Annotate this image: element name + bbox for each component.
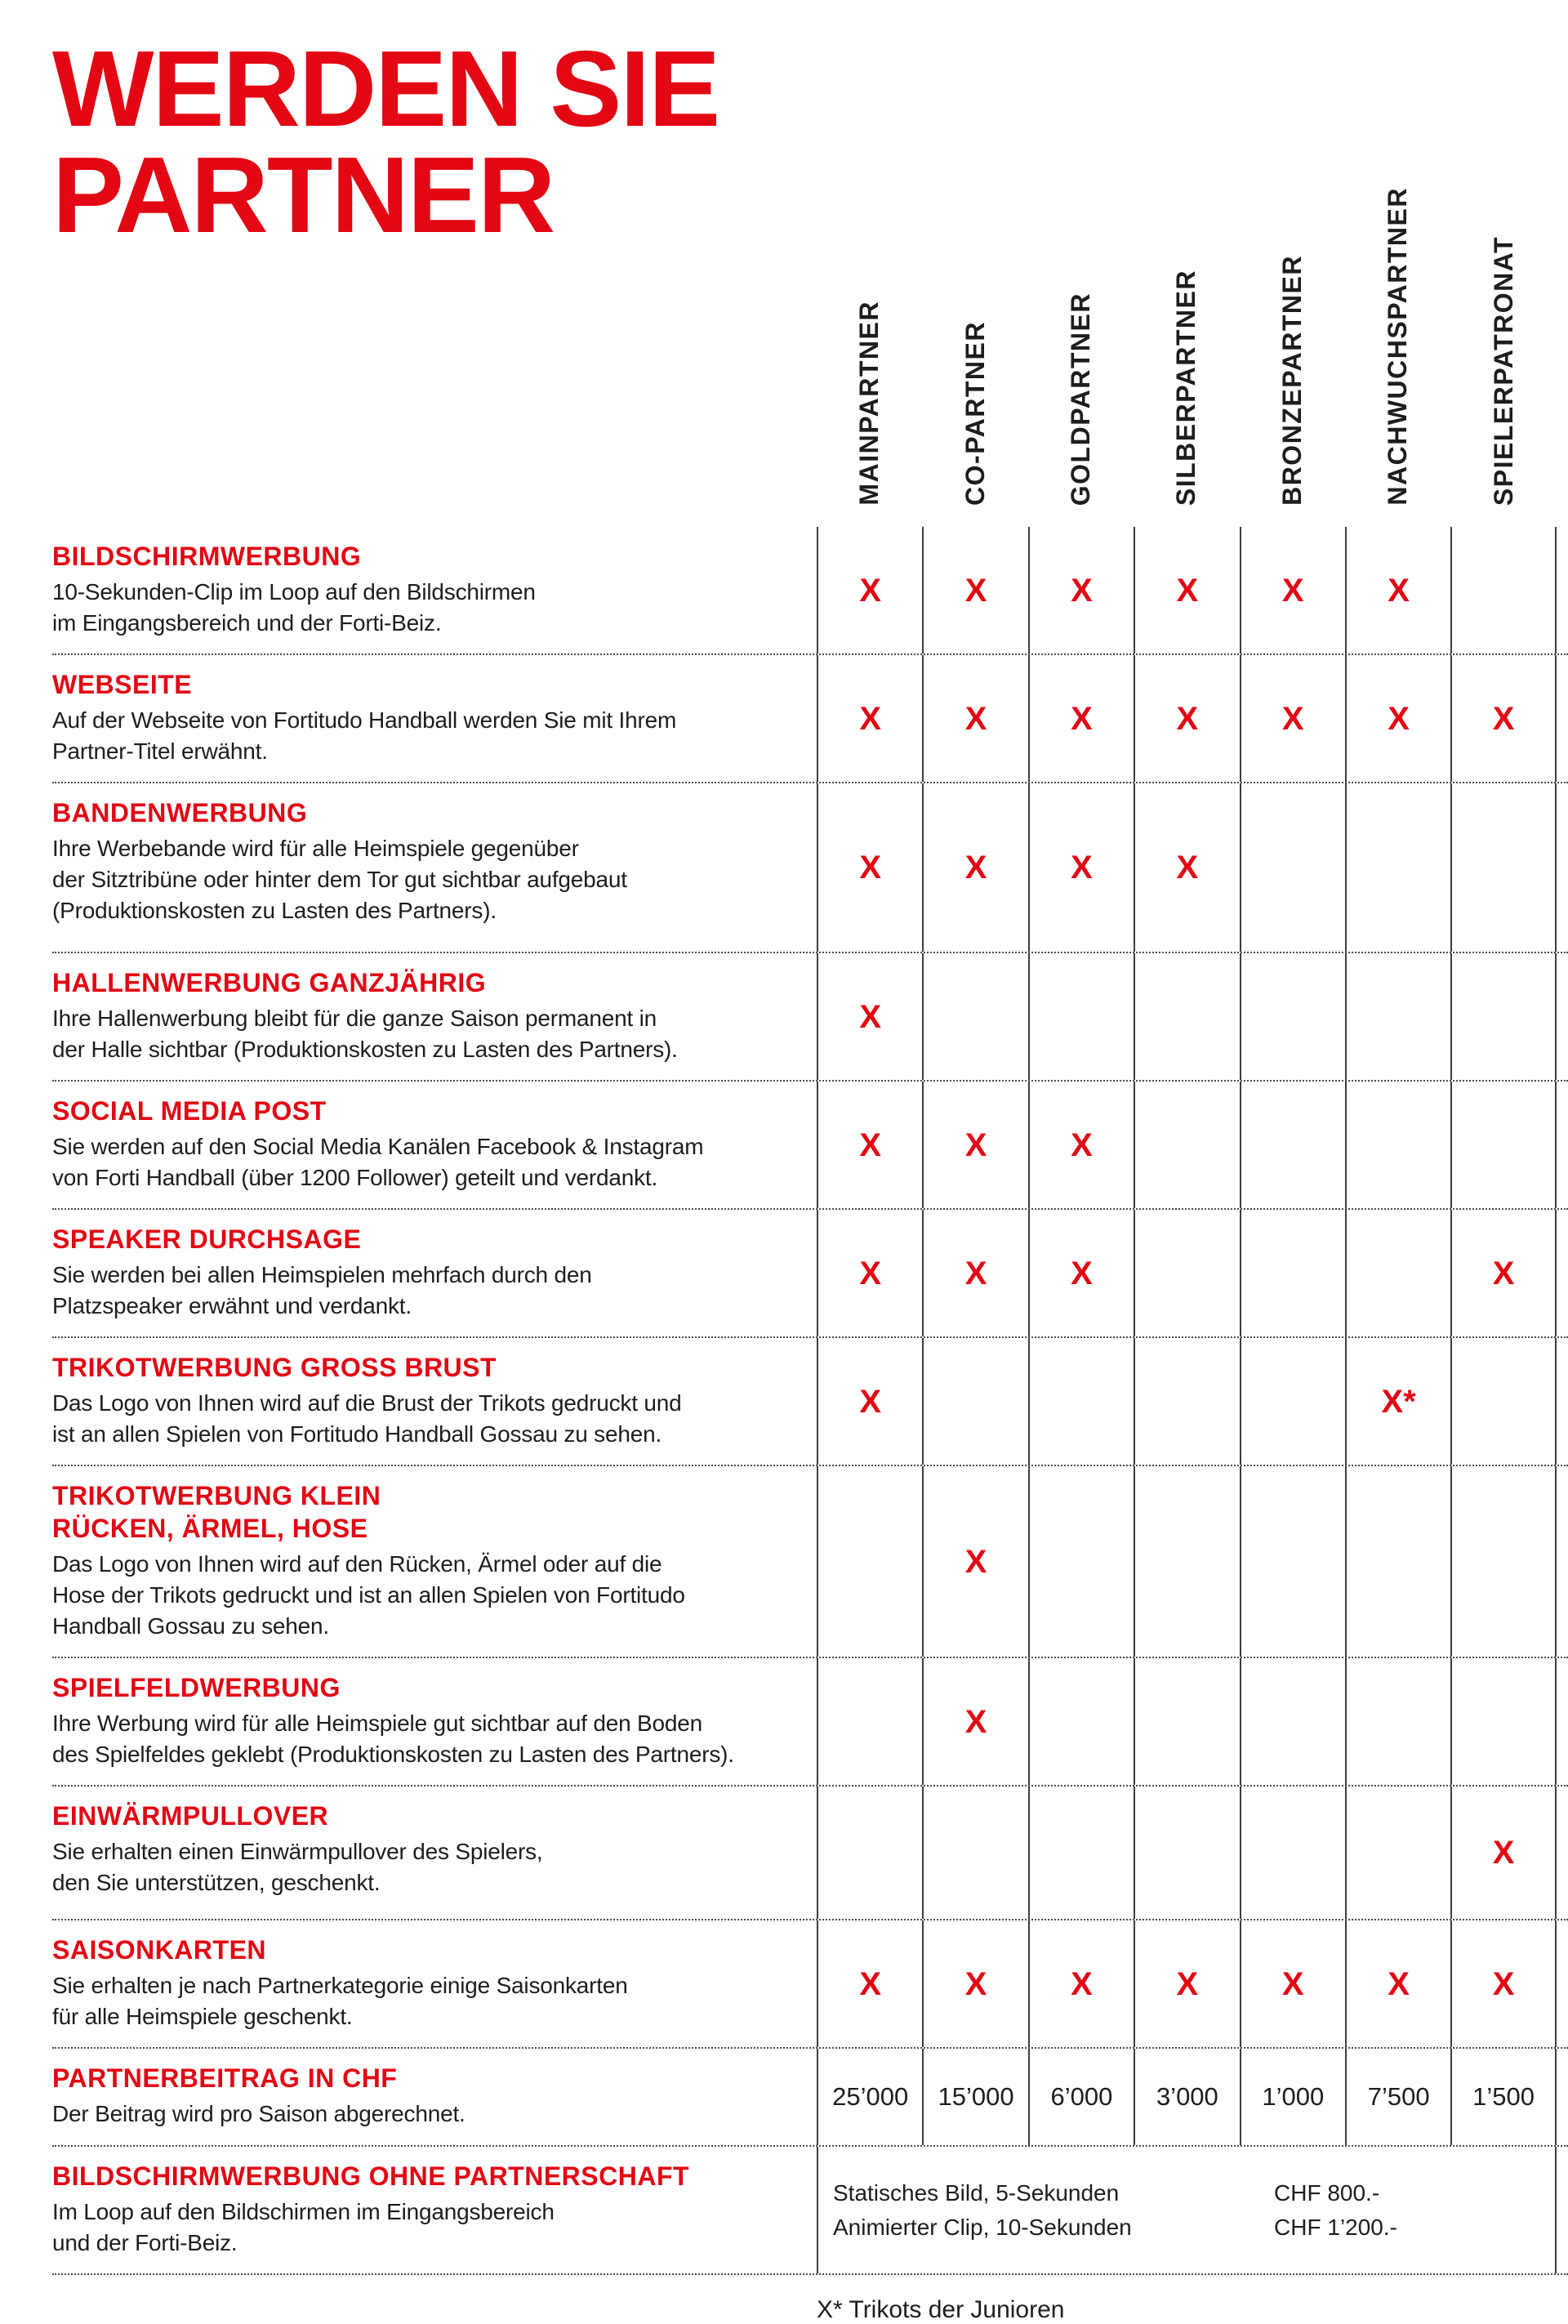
page-title-line1: WERDEN SIE — [52, 29, 719, 149]
row-bildschirmwerbung-ohne-partnerschaft — [52, 2147, 1568, 2275]
column-header-silberpartner — [1134, 0, 1239, 527]
mark-cell — [1028, 1210, 1134, 1336]
row-description-line: 10-Sekunden-Clip im Loop auf den Bildschirmen — [52, 579, 536, 604]
x-mark: X — [1176, 572, 1199, 609]
footnote: X* Trikots der Junioren — [817, 2296, 1065, 2323]
mark-cell — [817, 1210, 922, 1336]
x-mark: X — [859, 998, 882, 1035]
row-heading: BILDSCHIRMWERBUNG — [52, 542, 362, 571]
mark-cell — [817, 1338, 922, 1465]
row-einw-rmpullover — [52, 1786, 1568, 1920]
row-heading: SOCIAL MEDIA POST — [52, 1096, 327, 1126]
x-mark: X — [964, 1543, 987, 1580]
row-label — [52, 527, 817, 653]
mark-cell — [1240, 1786, 1345, 1919]
page-title-line2: PARTNER — [52, 135, 555, 255]
mark-cell — [1345, 1786, 1450, 1919]
option-price: CHF 800.- — [1274, 2179, 1380, 2206]
row-description — [52, 2099, 800, 2130]
row-description — [52, 1708, 800, 1770]
page-title — [52, 0, 817, 527]
price-cell — [1345, 2049, 1450, 2145]
row-heading: WEBSEITE — [52, 670, 193, 699]
mark-cell — [1345, 1210, 1450, 1336]
mark-cell — [1028, 1786, 1134, 1919]
x-mark: X — [964, 572, 987, 609]
row-description-line: (Produktionskosten zu Lasten des Partners). — [52, 898, 497, 923]
mark-cell — [922, 1786, 1027, 1919]
column-header-mainpartner — [817, 0, 922, 527]
price-cell — [1450, 2049, 1556, 2145]
row-description — [52, 577, 800, 639]
row-heading: TRIKOTWERBUNG KLEIN — [52, 1481, 381, 1510]
column-header-label: GOLDPARTNER — [1065, 292, 1095, 506]
price-value: 3’000 — [1156, 2082, 1218, 2111]
row-heading: EINWÄRMPULLOVER — [52, 1801, 329, 1831]
mark-cell — [922, 1082, 1027, 1208]
row-label — [52, 1786, 817, 1919]
x-mark: X — [1071, 700, 1093, 737]
x-mark: X — [859, 572, 882, 609]
mark-cell — [1240, 953, 1345, 1080]
row-description-line: Ihre Werbung wird für alle Heimspiele gut sichtbar auf den Boden — [52, 1711, 703, 1736]
mark-cell — [1134, 1210, 1239, 1336]
mark-cell — [1345, 1658, 1450, 1785]
mark-cell — [1450, 655, 1556, 782]
mark-cell — [817, 1658, 922, 1785]
row-saisonkarten — [52, 1920, 1568, 2049]
mark-cell — [1345, 1338, 1450, 1465]
mark-cell — [1450, 953, 1556, 1080]
row-description-line: Ihre Hallenwerbung bleibt für die ganze Saison permanent in — [52, 1006, 657, 1031]
mark-cell — [1345, 655, 1450, 782]
mark-cell — [922, 655, 1027, 782]
row-description-line: ist an allen Spielen von Fortitudo Handball Gossau zu sehen. — [52, 1421, 662, 1447]
row-hallenwerbung-ganzj-hrig — [52, 953, 1568, 1082]
row-heading: BILDSCHIRMWERBUNG OHNE PARTNERSCHAFT — [52, 2161, 690, 2191]
row-webseite — [52, 655, 1568, 783]
column-header-label: BRONZEPARTNER — [1276, 255, 1307, 506]
x-mark: X — [964, 1126, 987, 1163]
price-value: 1’000 — [1262, 2082, 1325, 2111]
row-description — [52, 1836, 800, 1898]
price-value: 1’500 — [1472, 2082, 1535, 2111]
mark-cell — [1240, 1210, 1345, 1336]
mark-cell — [1450, 1210, 1556, 1336]
x-mark: X — [1388, 572, 1410, 609]
mark-cell — [922, 1210, 1027, 1336]
row-description — [52, 833, 800, 926]
x-mark: X — [1176, 1965, 1199, 2002]
price-cell — [1240, 2049, 1345, 2145]
x-mark: X — [964, 1255, 987, 1291]
mark-cell — [1345, 1082, 1450, 1208]
row-description-line: der Halle sichtbar (Produktionskosten zu Lasten des Partners). — [52, 1037, 678, 1062]
row-description — [52, 1131, 800, 1193]
x-mark: X — [859, 700, 882, 737]
mark-cell — [1450, 527, 1556, 653]
mark-cell — [1028, 1658, 1134, 1785]
x-mark: X — [964, 700, 987, 737]
mark-cell — [1240, 655, 1345, 782]
row-description-line: Das Logo von Ihnen wird auf den Rücken, Ärmel oder auf die — [52, 1551, 662, 1577]
mark-cell — [1450, 1658, 1556, 1785]
mark-cell — [1134, 1338, 1239, 1465]
row-heading: PARTNERBEITRAG IN CHF — [52, 2063, 398, 2093]
mark-cell — [1345, 783, 1450, 952]
partner-table — [52, 527, 1568, 2275]
x-mark: X — [1071, 1965, 1093, 2002]
mark-cell — [922, 783, 1027, 952]
row-description-line: Sie erhalten einen Einwärmpullover des Spielers, — [52, 1839, 543, 1864]
row-description — [52, 705, 800, 767]
mark-cell — [1450, 783, 1556, 952]
x-mark: X — [1281, 700, 1304, 737]
x-mark: X — [1281, 1965, 1304, 2002]
x-mark: X — [1492, 1255, 1515, 1291]
row-description — [52, 1970, 800, 2032]
row-label — [52, 1466, 817, 1657]
x-mark: X — [1071, 1255, 1093, 1291]
column-header-label: SILBERPARTNER — [1171, 269, 1201, 506]
row-description-line: Der Beitrag wird pro Saison abgerechnet. — [52, 2101, 466, 2126]
price-value: 6’000 — [1050, 2082, 1113, 2111]
row-bandenwerbung — [52, 783, 1568, 953]
mark-cell — [817, 1082, 922, 1208]
row-description-line: Auf der Webseite von Fortitudo Handball werden Sie mit Ihrem — [52, 707, 677, 733]
mark-cell — [1134, 655, 1239, 782]
price-value: 25’000 — [832, 2082, 909, 2111]
x-mark: X — [1492, 1835, 1515, 1871]
row-speaker-durchsage — [52, 1210, 1568, 1338]
x-mark: X — [964, 850, 987, 885]
row-description-line: des Spielfeldes geklebt (Produktionskosten zu Lasten des Partners). — [52, 1742, 734, 1767]
row-description-line: für alle Heimspiele geschenkt. — [52, 2004, 353, 2029]
row-description — [52, 1003, 800, 1065]
mark-cell — [1028, 1082, 1134, 1208]
option-line: Statisches Bild, 5-Sekunden — [833, 2179, 1120, 2206]
mark-cell — [1240, 527, 1345, 653]
mark-cell — [1028, 1466, 1134, 1657]
mark-cell — [1028, 953, 1134, 1080]
row-heading: SAISONKARTEN — [52, 1935, 267, 1965]
row-description-line: der Sitztribüne oder hinter dem Tor gut sichtbar aufgebaut — [52, 867, 627, 892]
column-header-co-partner — [922, 0, 1027, 527]
mark-cell — [817, 783, 922, 952]
row-heading: TRIKOTWERBUNG GROSS BRUST — [52, 1353, 497, 1382]
x-mark: X — [1071, 850, 1093, 885]
mark-cell — [922, 1466, 1027, 1657]
row-label — [52, 1658, 817, 1785]
column-header-bronzepartner — [1240, 0, 1345, 527]
price-cell — [922, 2049, 1027, 2145]
mark-cell — [1134, 1466, 1239, 1657]
x-mark: X* — [1381, 1383, 1416, 1420]
mark-cell — [1028, 527, 1134, 653]
row-label — [52, 783, 817, 952]
x-mark: X — [964, 1703, 987, 1740]
mark-cell — [817, 1466, 922, 1657]
x-mark: X — [859, 1255, 882, 1291]
mark-cell — [1028, 1338, 1134, 1465]
screen-ad-pricing-cell — [817, 2147, 1557, 2273]
x-mark: X — [1388, 700, 1410, 737]
mark-cell — [1345, 527, 1450, 653]
mark-cell — [1240, 783, 1345, 952]
row-bildschirmwerbung — [52, 527, 1568, 655]
x-mark: X — [1176, 700, 1199, 737]
row-description-line: Im Loop auf den Bildschirmen im Eingangsbereich — [52, 2199, 555, 2224]
column-header-label: CO-PARTNER — [960, 321, 990, 506]
mark-cell — [1134, 1658, 1239, 1785]
mark-cell — [817, 655, 922, 782]
row-label — [52, 1210, 817, 1336]
x-mark: X — [859, 850, 882, 885]
row-label — [52, 2049, 817, 2145]
row-description-line: Das Logo von Ihnen wird auf die Brust der Trikots gedruckt und — [52, 1390, 682, 1416]
row-description-line: Sie erhalten je nach Partnerkategorie einige Saisonkarten — [52, 1973, 628, 1998]
column-header-spielerpatronat — [1450, 0, 1556, 527]
x-mark: X — [859, 1965, 882, 2002]
row-heading: HALLENWERBUNG GANZJÄHRIG — [52, 968, 487, 997]
row-label — [52, 1082, 817, 1208]
price-cell — [1028, 2049, 1134, 2145]
row-spielfeldwerbung — [52, 1658, 1568, 1786]
row-heading: SPEAKER DURCHSAGE — [52, 1224, 362, 1254]
mark-cell — [1345, 1920, 1450, 2047]
row-label — [52, 1920, 817, 2047]
row-heading: BANDENWERBUNG — [52, 798, 308, 827]
x-mark: X — [1071, 572, 1093, 609]
mark-cell — [1450, 1082, 1556, 1208]
price-cell — [817, 2049, 922, 2145]
mark-cell — [1240, 1658, 1345, 1785]
row-heading: RÜCKEN, ÄRMEL, HOSE — [52, 1514, 368, 1543]
mark-cell — [1345, 1466, 1450, 1657]
column-header-label: SPIELERPATRONAT — [1488, 235, 1518, 506]
row-description — [52, 1260, 800, 1322]
x-mark: X — [1492, 700, 1515, 737]
row-description-line: Partner-Titel erwähnt. — [52, 738, 268, 764]
mark-cell — [922, 527, 1027, 653]
x-mark: X — [859, 1383, 882, 1420]
mark-cell — [1134, 953, 1239, 1080]
mark-cell — [817, 953, 922, 1080]
column-header-goldpartner — [1028, 0, 1134, 527]
row-description-line: und der Forti-Beiz. — [52, 2230, 238, 2255]
mark-cell — [1028, 783, 1134, 952]
mark-cell — [922, 1658, 1027, 1785]
mark-cell — [1450, 1786, 1556, 1919]
x-mark: X — [964, 1965, 987, 2002]
mark-cell — [817, 527, 922, 653]
screen-ad-options — [833, 2176, 1274, 2245]
mark-cell — [922, 1920, 1027, 2047]
row-description — [52, 1549, 800, 1642]
x-mark: X — [859, 1126, 882, 1163]
row-trikotwerbung-klein — [52, 1466, 1568, 1658]
mark-cell — [1240, 1338, 1345, 1465]
option-price: CHF 1’200.- — [1274, 2214, 1397, 2240]
row-description-line: Hose der Trikots gedruckt und ist an allen Spielen von Fortitudo — [52, 1582, 685, 1608]
row-label — [52, 2147, 817, 2273]
row-description-line: Platzspeaker erwähnt und verdankt. — [52, 1293, 412, 1318]
row-heading: SPIELFELDWERBUNG — [52, 1673, 341, 1702]
column-header-label: MAINPARTNER — [854, 301, 884, 506]
row-description-line: Ihre Werbebande wird für alle Heimspiele gegenüber — [52, 836, 579, 861]
row-description-line: Handball Gossau zu sehen. — [52, 1613, 329, 1639]
mark-cell — [1450, 1338, 1556, 1465]
mark-cell — [922, 1338, 1027, 1465]
row-description — [52, 1388, 800, 1450]
option-line: Animierter Clip, 10-Sekunden — [833, 2214, 1132, 2240]
mark-cell — [1240, 1082, 1345, 1208]
row-description-line: Sie werden auf den Social Media Kanälen Facebook & Instagram — [52, 1134, 704, 1159]
screen-ad-prices — [1274, 2176, 1555, 2245]
mark-cell — [1028, 1920, 1134, 2047]
table-header — [52, 0, 1568, 527]
mark-cell — [1134, 1920, 1239, 2047]
mark-cell — [1028, 655, 1134, 782]
row-partnerbeitrag-in-chf — [52, 2049, 1568, 2147]
price-cell — [1134, 2049, 1239, 2145]
mark-cell — [922, 953, 1027, 1080]
x-mark: X — [1388, 1965, 1410, 2002]
mark-cell — [1134, 783, 1239, 952]
price-value: 7’500 — [1367, 2082, 1430, 2111]
row-label — [52, 953, 817, 1080]
mark-cell — [1134, 1786, 1239, 1919]
x-mark: X — [1176, 850, 1199, 885]
price-value: 15’000 — [938, 2082, 1014, 2111]
x-mark: X — [1071, 1126, 1093, 1163]
x-mark: X — [1281, 572, 1304, 609]
mark-cell — [1450, 1920, 1556, 2047]
row-trikotwerbung-gross-brust — [52, 1338, 1568, 1466]
x-mark: X — [1492, 1965, 1515, 2002]
mark-cell — [1134, 527, 1239, 653]
row-description-line: den Sie unterstützen, geschenkt. — [52, 1870, 381, 1895]
row-description-line: von Forti Handball (über 1200 Follower) geteilt und verdankt. — [52, 1165, 658, 1190]
mark-cell — [1345, 953, 1450, 1080]
mark-cell — [1134, 1082, 1239, 1208]
row-label — [52, 655, 817, 782]
column-header-nachwuchspartner — [1345, 0, 1450, 527]
row-description — [52, 2197, 800, 2259]
mark-cell — [1240, 1920, 1345, 2047]
row-description-line: Sie werden bei allen Heimspielen mehrfach durch den — [52, 1262, 592, 1287]
mark-cell — [1450, 1466, 1556, 1657]
mark-cell — [817, 1786, 922, 1919]
row-description-line: im Eingangsbereich und der Forti-Beiz. — [52, 610, 442, 636]
column-header-label: NACHWUCHSPARTNER — [1383, 187, 1413, 506]
mark-cell — [817, 1920, 922, 2047]
row-social-media-post — [52, 1082, 1568, 1210]
mark-cell — [1240, 1466, 1345, 1657]
row-label — [52, 1338, 817, 1465]
